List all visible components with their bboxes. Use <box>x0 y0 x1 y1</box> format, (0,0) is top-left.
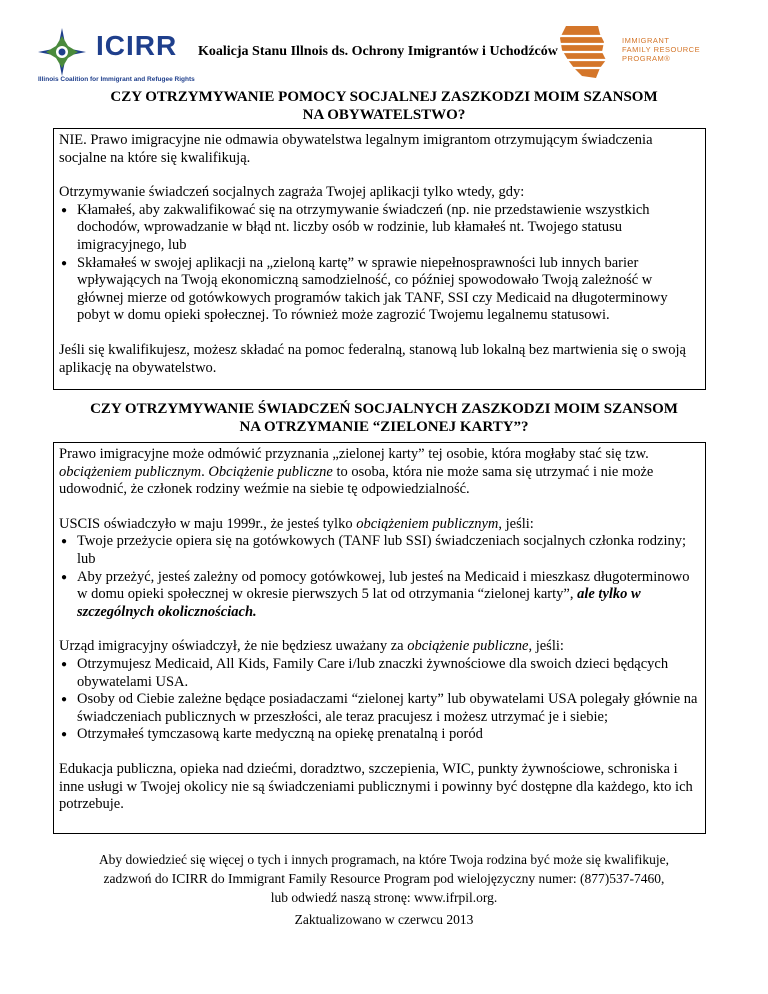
section2-p2-emphasis: obciążeniem publicznym <box>356 515 499 532</box>
ifrp-line-2: FAMILY RESOURCE <box>622 45 701 54</box>
section2-p3-text-b: , jeśli: <box>528 638 564 655</box>
section2-bullet-a1: ● Twoje przeżycie opiera się na gotówkowych (TANF lub SSI) świadczeniach socjalnych członka rodziny; lub <box>59 533 700 568</box>
section2-paragraph-2 <box>59 516 700 534</box>
section2-p1-emphasis-2: Obciążenie publiczne <box>208 463 333 480</box>
green-card-answer-box <box>53 442 706 834</box>
icirr-star-logo-icon <box>38 28 86 76</box>
section1-paragraph-1: NIE. Prawo imigracyjne nie odmawia obywatelstwa legalnym imigrantom otrzymującym świadczenia socjalne na które się kwalifikują. <box>59 132 653 166</box>
coalition-title: Koalicja Stanu Illnois ds. Ochrony Imigrantów i Uchodźców <box>198 44 558 59</box>
section1-paragraph-2: Otrzymywanie świadczeń socjalnych zagraża Twojej aplikacji tylko wtedy, gdy: <box>59 184 525 201</box>
updated-date: Zaktualizowano w czerwcu 2013 <box>294 912 474 927</box>
footer-line-3: lub odwiedź naszą stronę: www.ifrpil.org. <box>270 890 498 905</box>
footer-line-2: zadzwoń do ICIRR do Immigrant Family Resource Program pod wielojęzyczny numer: (877)537-7460, <box>103 871 665 886</box>
section1-bullet-2: ● Skłamałeś w swojej aplikacji na „zieloną kartę” w sprawie niepełnosprawności lub innych barier wpływających na Twoją ekonomiczną samodzielność, co później spowodowało Twoją zależność w głównej mierze od gotówkowych programów takich jak TANF, SSI czy Medicaid na długoterminowy pobyt w domu opieki społecznej. To również może zagrozić Twojemu legalnemu statusowi. <box>59 255 700 325</box>
section2-p3-emphasis: obciążenie publiczne <box>407 638 529 655</box>
ifrp-line-3: PROGRAM® <box>622 54 671 63</box>
illinois-map-logo-icon <box>552 24 612 80</box>
section2-paragraph-1 <box>59 446 700 499</box>
page-header <box>0 0 768 83</box>
section1-paragraph-3: Jeśli się kwalifikujesz, możesz składać na pomoc federalną, stanową lub lokalną bez martwienia się o swoją aplikację na obywatelstwo. <box>59 341 686 376</box>
section2-bullet-a2 <box>59 569 700 622</box>
section2-heading-line2: NA OTRZYMANIE “ZIELONEJ KARTY”? <box>239 419 529 435</box>
section2-bullet-a2-strong: ale tylko w szczególnych okolicznościach. <box>77 586 641 620</box>
section2-heading-line1: CZY OTRZYMYWANIE ŚWIADCZEŃ SOCJALNYCH ZASZKODZI MOIM SZANSOM <box>90 401 678 417</box>
section2-paragraph-3 <box>59 638 700 656</box>
section2-heading <box>0 400 768 436</box>
section1-bullet-list <box>59 202 700 325</box>
icirr-logo-subtitle: Illinois Coalition for Immigrant and Refugee Rights <box>38 76 195 83</box>
section2-p2-text-a: USCIS oświadczyło w maju 1999r., że jesteś tylko <box>59 515 357 532</box>
section2-bullet-b1: ● Otrzymujesz Medicaid, All Kids, Family Care i/lub znaczki żywnościowe dla swoich dzieci będących obywatelami USA. <box>59 656 700 691</box>
section2-bullet-list-a <box>59 533 700 621</box>
section1-bullet-1: ● Kłamałeś, aby zakwalifikować się na otrzymywanie świadczeń (np. nie przedstawienie wszystkich dochodów, wprowadzanie w błąd nt. liczby osób w rodzinie, lub kłamałeś nt. Twojego statusu imigracyjnego, lub <box>59 202 700 255</box>
section2-bullet-b3: ● Otrzymałeś tymczasową karte medyczną na opiekę prenatalną i poród <box>59 726 700 744</box>
ifrp-logo-text <box>622 36 700 63</box>
ifrp-line-1: IMMIGRANT <box>622 36 670 45</box>
icirr-logo-text: ICIRR <box>96 30 178 61</box>
citizenship-answer-box <box>53 128 706 390</box>
section1-heading-line2: NA OBYWATELSTWO? <box>302 107 466 123</box>
section1-heading-line1: CZY OTRZYMYWANIE POMOCY SOCJALNEJ ZASZKODZI MOIM SZANSOM <box>110 89 658 105</box>
section2-paragraph-4: Edukacja publiczna, opieka nad dziećmi, doradztwo, szczepienia, WIC, punkty żywnościowe, schroniska i inne usługi w Twojej okolicy nie są świadczeniami publicznymi i powinny być dostępne dla każdego, kto ich potrzebuje. <box>59 760 693 813</box>
section2-p1-text-b: . <box>201 463 209 480</box>
section2-p1-text-a: Prawo imigracyjne może odmówić przyznania „zielonej karty” tej osobie, która mogłaby stać się tzw. <box>59 446 649 462</box>
section2-bullet-a2-text: Aby przeżyć, jesteś zależny od pomocy gotówkowej, lub jesteś na Medicaid i mieszkasz długoterminowo w domu opieki społecznej w okresie pierwszych 5 lat od otrzymania “zielonej karty”, <box>77 568 690 603</box>
footer-line-1: Aby dowiedzieć się więcej o tych i innych programach, na które Twoja rodzina być może się kwalifikuje, <box>98 852 670 867</box>
footer-contact-info <box>0 850 768 907</box>
section2-p1-text-c: to osoba, która nie może sama się utrzymać i nie może udowodnić, że członek rodziny weźmie na siebie tę odpowiedzialność. <box>59 463 654 498</box>
section2-bullet-b2: ● Osoby od Ciebie zależne będące posiadaczami “zielonej karty” lub obywatelami USA polegały głównie na świadczeniach publicznych w przeszłości, ale teraz pracujesz i możesz utrzymać je i siebie; <box>59 691 700 726</box>
section1-heading <box>0 88 768 124</box>
section2-bullet-list-b <box>59 656 700 744</box>
section2-p2-text-b: , jeśli: <box>498 515 534 532</box>
section2-p1-emphasis-1: obciążeniem publicznym <box>59 463 202 480</box>
section2-p3-text-a: Urząd imigracyjny oświadczył, że nie będziesz uważany za <box>59 638 408 655</box>
